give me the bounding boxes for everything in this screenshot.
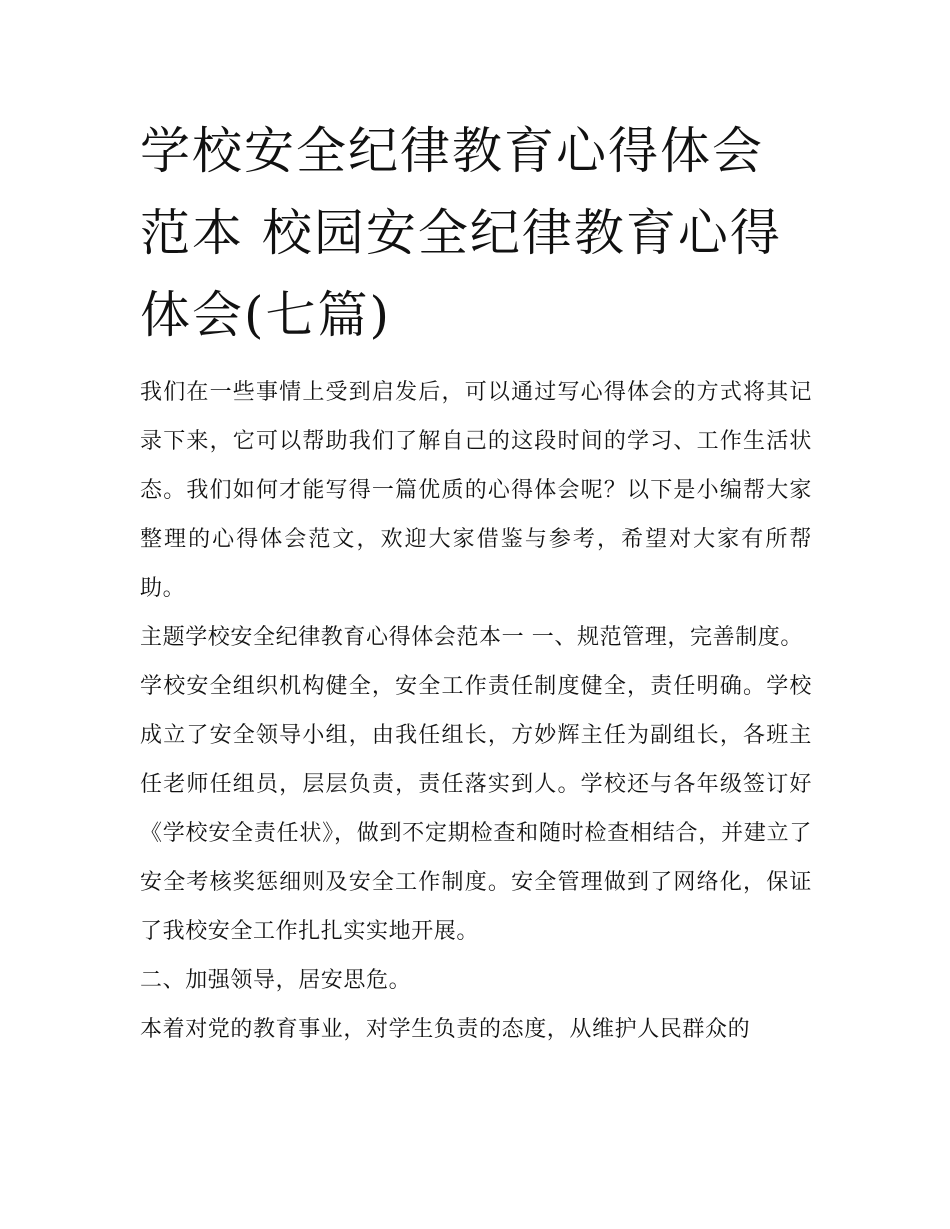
document-page <box>140 110 812 1054</box>
section-heading-1: 主题学校安全纪律教育心得体会范本一 一、规范管理，完善制度。 <box>140 625 803 650</box>
section-heading-2: 二、加强领导，居安思危。 <box>140 968 412 993</box>
document-title: 学校安全纪律教育心得体会范本 校园安全纪律教育心得体会(七篇) <box>140 122 782 344</box>
body-paragraph-continued: 本着对党的教育事业，对学生负责的态度，从维护人民群众的 <box>140 1017 751 1042</box>
document-body <box>140 368 812 1054</box>
body-paragraph: 学校安全组织机构健全，安全工作责任制度健全，责任明确。学校成立了安全领导小组，由我任组长，方妙辉主任为副组长，各班主任老师任组员，层层负责，责任落实到人。学校还与各年级签订好《学校安全责任状》，做到不定期检查和随时检查相结合，并建立了安全考核奖惩细则及安全工作制度。安全管理做到了网络化，保证了我校安全工作扎扎实实地开展。 <box>140 674 812 944</box>
intro-paragraph: 我们在一些事情上受到启发后，可以通过写心得体会的方式将其记录下来，它可以帮助我们了解自己的这段时间的学习、工作生活状态。我们如何才能写得一篇优质的心得体会呢？以下是小编帮大家整理的心得体会范文，欢迎大家借鉴与参考，希望对大家有所帮助。 <box>140 380 812 601</box>
